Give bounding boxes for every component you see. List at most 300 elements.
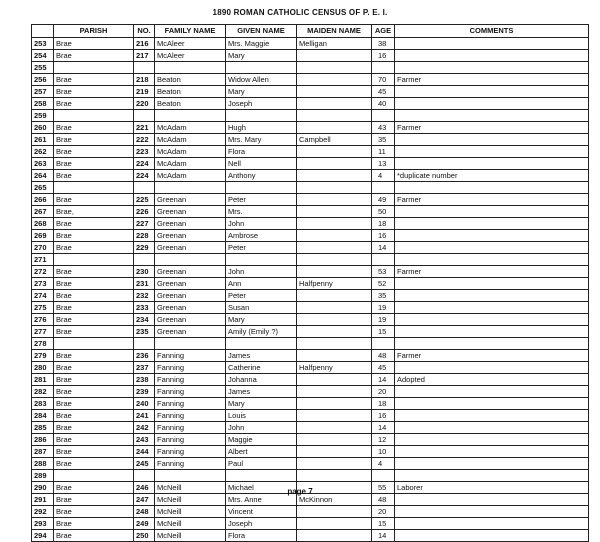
cell-maiden-name	[297, 50, 372, 62]
cell-row-number: 289	[32, 470, 54, 482]
cell-parish: Brae	[54, 230, 134, 242]
cell-maiden-name	[297, 158, 372, 170]
cell-maiden-name	[297, 206, 372, 218]
cell-maiden-name	[297, 518, 372, 530]
cell-given-name: Michael	[226, 482, 297, 494]
cell-family-name: Greenan	[155, 290, 226, 302]
cell-maiden-name	[297, 218, 372, 230]
document-title: 1890 ROMAN CATHOLIC CENSUS OF P. E. I.	[212, 8, 388, 17]
cell-parish	[54, 338, 134, 350]
cell-age: 20	[372, 386, 395, 398]
cell-family-no: 241	[134, 410, 155, 422]
cell-age: 40	[372, 98, 395, 110]
cell-maiden-name: Melligan	[297, 38, 372, 50]
cell-family-no	[134, 182, 155, 194]
cell-maiden-name	[297, 458, 372, 470]
cell-row-number: 266	[32, 194, 54, 206]
cell-given-name	[226, 254, 297, 266]
cell-family-no: 233	[134, 302, 155, 314]
cell-maiden-name	[297, 98, 372, 110]
table-row	[32, 434, 589, 446]
cell-row-number: 287	[32, 446, 54, 458]
cell-comments	[395, 146, 589, 158]
cell-age: 48	[372, 350, 395, 362]
cell-comments: Adopted	[395, 374, 589, 386]
table-row	[32, 122, 589, 134]
cell-family-no: 249	[134, 518, 155, 530]
cell-family-no: 225	[134, 194, 155, 206]
cell-family-no: 230	[134, 266, 155, 278]
cell-family-no: 227	[134, 218, 155, 230]
table-row	[32, 242, 589, 254]
cell-row-number: 279	[32, 350, 54, 362]
cell-parish	[54, 62, 134, 74]
cell-age: 10	[372, 446, 395, 458]
table-row	[32, 134, 589, 146]
table-row	[32, 254, 589, 266]
cell-age: 15	[372, 326, 395, 338]
cell-row-number: 293	[32, 518, 54, 530]
cell-family-name: Fanning	[155, 398, 226, 410]
cell-row-number: 261	[32, 134, 54, 146]
cell-given-name: John	[226, 422, 297, 434]
cell-maiden-name	[297, 62, 372, 74]
cell-age: 15	[372, 518, 395, 530]
cell-maiden-name: Halfpenny	[297, 278, 372, 290]
header-age: AGE	[372, 25, 395, 38]
cell-row-number: 253	[32, 38, 54, 50]
cell-comments: Farmer	[395, 74, 589, 86]
cell-given-name: Amily (Emily ?)	[226, 326, 297, 338]
census-table	[31, 24, 589, 542]
cell-comments	[395, 446, 589, 458]
cell-family-no: 222	[134, 134, 155, 146]
cell-family-name: McNeill	[155, 518, 226, 530]
cell-parish: Brae	[54, 98, 134, 110]
cell-family-no: 232	[134, 290, 155, 302]
cell-family-name: Fanning	[155, 350, 226, 362]
cell-age: 4	[372, 458, 395, 470]
cell-row-number: 259	[32, 110, 54, 122]
table-row	[32, 302, 589, 314]
cell-parish: Brae	[54, 506, 134, 518]
cell-family-no: 216	[134, 38, 155, 50]
table-row	[32, 38, 589, 50]
cell-family-no: 246	[134, 482, 155, 494]
cell-family-name: McAdam	[155, 158, 226, 170]
cell-family-no: 224	[134, 158, 155, 170]
cell-given-name: Anthony	[226, 170, 297, 182]
cell-given-name: Peter	[226, 290, 297, 302]
cell-age: 19	[372, 302, 395, 314]
cell-given-name: Peter	[226, 242, 297, 254]
cell-family-no: 224	[134, 170, 155, 182]
table-row	[32, 218, 589, 230]
cell-row-number: 274	[32, 290, 54, 302]
header-row-number	[32, 25, 54, 38]
cell-maiden-name	[297, 506, 372, 518]
cell-age: 11	[372, 146, 395, 158]
table-row	[32, 158, 589, 170]
cell-given-name	[226, 338, 297, 350]
cell-family-name	[155, 338, 226, 350]
cell-parish: Brae	[54, 170, 134, 182]
cell-age: 45	[372, 362, 395, 374]
cell-given-name: Flora	[226, 530, 297, 542]
cell-comments	[395, 518, 589, 530]
cell-given-name: Widow Allen	[226, 74, 297, 86]
cell-maiden-name	[297, 146, 372, 158]
cell-family-name: Fanning	[155, 362, 226, 374]
cell-given-name: Joseph	[226, 98, 297, 110]
cell-parish: Brae	[54, 290, 134, 302]
cell-age: 35	[372, 134, 395, 146]
cell-family-no	[134, 110, 155, 122]
cell-comments	[395, 242, 589, 254]
cell-parish: Brae	[54, 122, 134, 134]
cell-row-number: 270	[32, 242, 54, 254]
cell-age: 35	[372, 290, 395, 302]
cell-comments	[395, 398, 589, 410]
cell-family-name: Fanning	[155, 410, 226, 422]
cell-family-no: 236	[134, 350, 155, 362]
table-row	[32, 86, 589, 98]
cell-age: 45	[372, 86, 395, 98]
table-row	[32, 398, 589, 410]
cell-maiden-name	[297, 338, 372, 350]
cell-parish	[54, 470, 134, 482]
cell-row-number: 271	[32, 254, 54, 266]
cell-row-number: 291	[32, 494, 54, 506]
cell-family-name: McAleer	[155, 50, 226, 62]
cell-given-name	[226, 182, 297, 194]
table-row	[32, 170, 589, 182]
cell-maiden-name	[297, 254, 372, 266]
cell-family-name: McNeill	[155, 530, 226, 542]
cell-row-number: 254	[32, 50, 54, 62]
cell-maiden-name: McKinnon	[297, 494, 372, 506]
cell-comments	[395, 434, 589, 446]
table-row	[32, 206, 589, 218]
cell-family-name: McAdam	[155, 170, 226, 182]
table-row	[32, 470, 589, 482]
cell-age: 14	[372, 374, 395, 386]
cell-maiden-name	[297, 74, 372, 86]
table-row	[32, 290, 589, 302]
cell-maiden-name	[297, 230, 372, 242]
cell-family-name: Beaton	[155, 86, 226, 98]
header-parish: PARISH	[54, 25, 134, 38]
cell-given-name: Ambrose	[226, 230, 297, 242]
cell-maiden-name	[297, 86, 372, 98]
cell-maiden-name	[297, 110, 372, 122]
cell-row-number: 286	[32, 434, 54, 446]
cell-given-name: Mrs. Mary	[226, 134, 297, 146]
cell-comments	[395, 506, 589, 518]
cell-row-number: 281	[32, 374, 54, 386]
table-row	[32, 266, 589, 278]
cell-comments	[395, 458, 589, 470]
cell-row-number: 262	[32, 146, 54, 158]
cell-given-name: Vincent	[226, 506, 297, 518]
cell-given-name: Hugh	[226, 122, 297, 134]
cell-comments	[395, 386, 589, 398]
cell-parish: Brae	[54, 434, 134, 446]
cell-comments	[395, 98, 589, 110]
cell-age: 14	[372, 530, 395, 542]
cell-family-name: McNeill	[155, 494, 226, 506]
cell-parish: Brae	[54, 278, 134, 290]
cell-family-no: 247	[134, 494, 155, 506]
cell-row-number: 275	[32, 302, 54, 314]
cell-family-name: Fanning	[155, 422, 226, 434]
cell-family-name: McAdam	[155, 146, 226, 158]
cell-given-name: Ann	[226, 278, 297, 290]
cell-parish: Brae	[54, 242, 134, 254]
cell-parish: Brae	[54, 134, 134, 146]
cell-family-name: Beaton	[155, 74, 226, 86]
cell-parish: Brae	[54, 458, 134, 470]
cell-row-number: 272	[32, 266, 54, 278]
cell-parish: Brae	[54, 530, 134, 542]
cell-given-name: Mary	[226, 86, 297, 98]
cell-family-name: Greenan	[155, 326, 226, 338]
cell-row-number: 278	[32, 338, 54, 350]
cell-family-name: McNeill	[155, 482, 226, 494]
cell-age: 4	[372, 170, 395, 182]
cell-family-name: Greenan	[155, 314, 226, 326]
cell-row-number: 288	[32, 458, 54, 470]
cell-age: 20	[372, 506, 395, 518]
table-row	[32, 62, 589, 74]
cell-maiden-name	[297, 122, 372, 134]
cell-comments	[395, 206, 589, 218]
cell-maiden-name	[297, 530, 372, 542]
cell-age: 70	[372, 74, 395, 86]
table-row	[32, 506, 589, 518]
cell-row-number: 273	[32, 278, 54, 290]
cell-parish: Brae	[54, 362, 134, 374]
cell-comments	[395, 110, 589, 122]
cell-maiden-name	[297, 410, 372, 422]
table-row	[32, 110, 589, 122]
cell-comments	[395, 62, 589, 74]
cell-age: 53	[372, 266, 395, 278]
cell-family-name: Greenan	[155, 242, 226, 254]
cell-comments	[395, 182, 589, 194]
cell-age	[372, 62, 395, 74]
cell-parish: Brae	[54, 266, 134, 278]
cell-maiden-name: Campbell	[297, 134, 372, 146]
table-row	[32, 74, 589, 86]
cell-age: 43	[372, 122, 395, 134]
cell-family-name: McAdam	[155, 134, 226, 146]
cell-age	[372, 470, 395, 482]
cell-family-no: 217	[134, 50, 155, 62]
cell-comments	[395, 50, 589, 62]
cell-comments	[395, 134, 589, 146]
cell-age: 12	[372, 434, 395, 446]
cell-family-name: McAdam	[155, 122, 226, 134]
cell-row-number: 290	[32, 482, 54, 494]
table-row	[32, 50, 589, 62]
cell-comments	[395, 254, 589, 266]
table-row	[32, 374, 589, 386]
cell-family-no: 250	[134, 530, 155, 542]
cell-given-name: James	[226, 386, 297, 398]
cell-row-number: 283	[32, 398, 54, 410]
cell-parish: Brae	[54, 38, 134, 50]
cell-parish: Brae	[54, 74, 134, 86]
cell-family-name: Greenan	[155, 302, 226, 314]
cell-comments	[395, 530, 589, 542]
cell-parish: Brae	[54, 326, 134, 338]
cell-family-no: 237	[134, 362, 155, 374]
table-row	[32, 314, 589, 326]
cell-comments: Farmer	[395, 350, 589, 362]
cell-parish: Brae	[54, 350, 134, 362]
cell-maiden-name	[297, 314, 372, 326]
cell-row-number: 282	[32, 386, 54, 398]
cell-row-number: 258	[32, 98, 54, 110]
cell-given-name: Mary	[226, 398, 297, 410]
cell-parish	[54, 182, 134, 194]
cell-parish: Brae	[54, 398, 134, 410]
table-row	[32, 326, 589, 338]
cell-comments	[395, 314, 589, 326]
cell-maiden-name	[297, 434, 372, 446]
cell-age: 18	[372, 218, 395, 230]
cell-given-name: Mrs.	[226, 206, 297, 218]
cell-comments	[395, 338, 589, 350]
cell-maiden-name	[297, 422, 372, 434]
cell-parish: Brae	[54, 374, 134, 386]
cell-age: 14	[372, 422, 395, 434]
cell-family-name: Fanning	[155, 446, 226, 458]
table-row	[32, 98, 589, 110]
cell-family-name	[155, 470, 226, 482]
cell-family-name	[155, 110, 226, 122]
cell-maiden-name	[297, 194, 372, 206]
header-given-name: GIVEN NAME	[226, 25, 297, 38]
cell-family-no: 243	[134, 434, 155, 446]
cell-family-name: Beaton	[155, 98, 226, 110]
table-row	[32, 530, 589, 542]
cell-family-no: 218	[134, 74, 155, 86]
cell-row-number: 294	[32, 530, 54, 542]
cell-comments: *duplicate number	[395, 170, 589, 182]
cell-comments	[395, 218, 589, 230]
cell-family-no	[134, 254, 155, 266]
cell-family-no: 229	[134, 242, 155, 254]
cell-parish: Brae,	[54, 206, 134, 218]
cell-row-number: 284	[32, 410, 54, 422]
table-row	[32, 422, 589, 434]
cell-given-name	[226, 470, 297, 482]
cell-family-no: 242	[134, 422, 155, 434]
cell-row-number: 260	[32, 122, 54, 134]
cell-comments	[395, 326, 589, 338]
cell-comments	[395, 410, 589, 422]
table-row	[32, 386, 589, 398]
cell-given-name: Johanna	[226, 374, 297, 386]
cell-maiden-name	[297, 182, 372, 194]
cell-age: 50	[372, 206, 395, 218]
cell-maiden-name	[297, 170, 372, 182]
table-row	[32, 146, 589, 158]
cell-given-name	[226, 62, 297, 74]
cell-parish: Brae	[54, 422, 134, 434]
cell-maiden-name	[297, 350, 372, 362]
cell-comments	[395, 230, 589, 242]
cell-comments: Farmer	[395, 122, 589, 134]
cell-row-number: 265	[32, 182, 54, 194]
cell-maiden-name: Halfpenny	[297, 362, 372, 374]
cell-family-name: Fanning	[155, 374, 226, 386]
cell-family-name: Greenan	[155, 266, 226, 278]
cell-family-no	[134, 62, 155, 74]
cell-age: 16	[372, 410, 395, 422]
cell-family-no: 219	[134, 86, 155, 98]
cell-age	[372, 182, 395, 194]
cell-comments	[395, 290, 589, 302]
cell-comments: Laborer	[395, 482, 589, 494]
cell-age: 52	[372, 278, 395, 290]
cell-comments: Farmer	[395, 194, 589, 206]
cell-family-no	[134, 470, 155, 482]
cell-parish: Brae	[54, 518, 134, 530]
cell-family-no: 223	[134, 146, 155, 158]
cell-parish: Brae	[54, 446, 134, 458]
cell-row-number: 285	[32, 422, 54, 434]
cell-given-name: Maggie	[226, 434, 297, 446]
cell-age: 13	[372, 158, 395, 170]
table-row	[32, 278, 589, 290]
cell-given-name: Paul	[226, 458, 297, 470]
cell-given-name: Mrs. Anne	[226, 494, 297, 506]
cell-age: 55	[372, 482, 395, 494]
cell-maiden-name	[297, 302, 372, 314]
cell-family-no: 245	[134, 458, 155, 470]
cell-family-name	[155, 62, 226, 74]
cell-given-name: Louis	[226, 410, 297, 422]
cell-family-no: 235	[134, 326, 155, 338]
cell-family-name: Greenan	[155, 230, 226, 242]
cell-age	[372, 338, 395, 350]
cell-given-name: James	[226, 350, 297, 362]
cell-comments	[395, 38, 589, 50]
cell-family-no: 244	[134, 446, 155, 458]
cell-age: 14	[372, 242, 395, 254]
cell-given-name: Catherine	[226, 362, 297, 374]
table-row	[32, 518, 589, 530]
cell-family-no: 234	[134, 314, 155, 326]
cell-row-number: 264	[32, 170, 54, 182]
page-number: page 7	[287, 487, 313, 496]
cell-given-name: Nell	[226, 158, 297, 170]
cell-age: 16	[372, 230, 395, 242]
table-row	[32, 230, 589, 242]
cell-given-name: John	[226, 218, 297, 230]
cell-given-name: Mary	[226, 50, 297, 62]
cell-age	[372, 254, 395, 266]
cell-parish: Brae	[54, 494, 134, 506]
header-row	[32, 25, 589, 38]
cell-family-no: 226	[134, 206, 155, 218]
cell-family-no: 240	[134, 398, 155, 410]
cell-maiden-name	[297, 326, 372, 338]
table-row	[32, 350, 589, 362]
